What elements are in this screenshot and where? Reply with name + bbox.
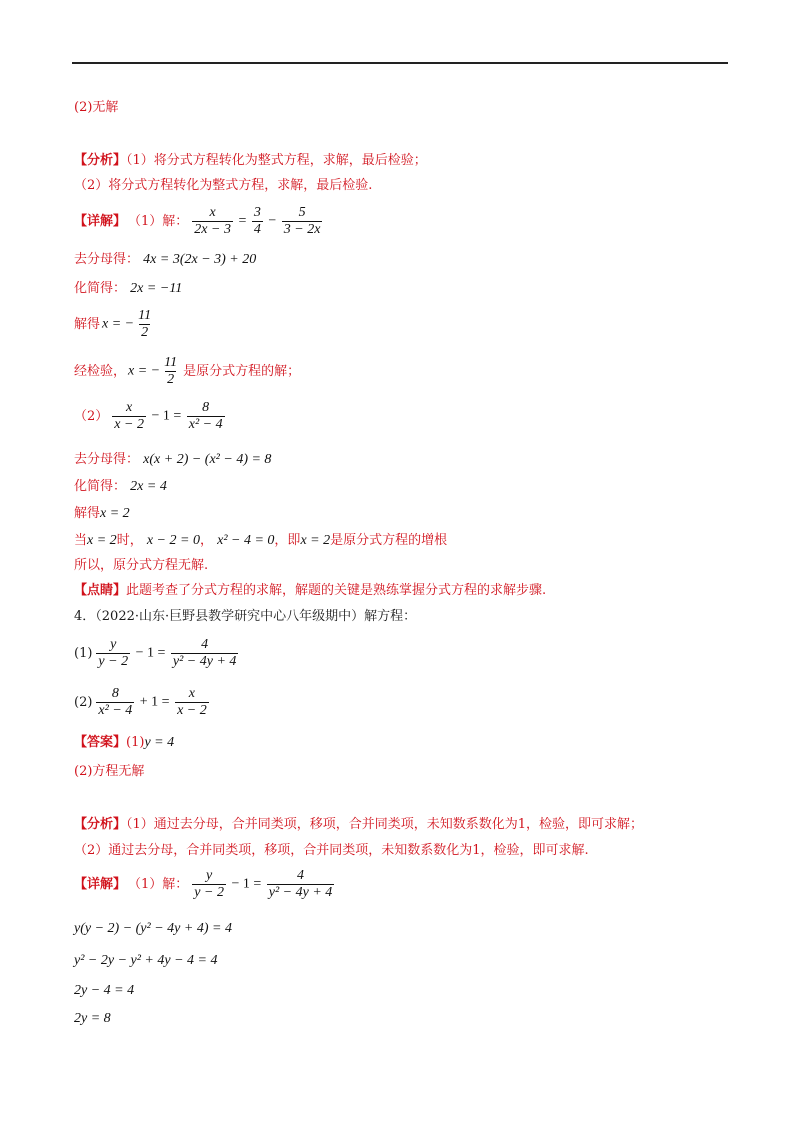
prev-answer-2: (2)无解 (74, 100, 119, 115)
q4-analysis-2: （2）通过去分母，合并同类项，移项，合并同类项，未知数系数化为1，检验，即可求解. (74, 843, 589, 858)
detail-tag: 【详解】 (74, 213, 127, 229)
prev-when: 当x = 2时， x − 2 = 0， x² − 4 = 0，即x = 2是原分式方程的增根 (74, 533, 448, 548)
q4-answer-2: (2)方程无解 (74, 764, 145, 779)
prev-step-2: 化简得： 2x = −11 (74, 281, 183, 296)
q4-answer-1: 【答案】(1)y = 4 (74, 735, 175, 750)
prev-detail-1 (74, 205, 324, 238)
q4-work-3: 2y − 4 = 4 (74, 983, 135, 998)
prev-analysis-2: （2）将分式方程转化为整式方程，求解，最后检验. (74, 178, 373, 193)
prev-p2-step-2: 化简得： 2x = 4 (74, 479, 167, 494)
q4-work-1: y(y − 2) − (y² − 4y + 4) = 4 (74, 921, 232, 936)
q4-title: 4．（2022·山东·巨野县教学研究中心八年级期中）解方程： (74, 609, 417, 624)
q4-detail: 【详解】 （1）解： $\frac{y}{y - 2}$ − 1 = $\frac{4}{\text{y² − 4y + 4}}$ (74, 868, 333, 900)
analysis-text: （1）将分式方程转化为整式方程，求解，最后检验； (126, 153, 427, 168)
prev-step-3: 解得 x = − $\frac{11}{2}$ (74, 308, 152, 340)
prev-comment: 【点睛】此题考查了分式方程的求解，解题的关键是熟练掌握分式方程的求解步骤. (74, 583, 547, 598)
prev-part-2: （2） $\frac{x}{x - 2}$ − 1 = $\frac{8}{\text{x² − 4}}$ (74, 400, 223, 432)
q4-part-2: (2) $\frac{8}{\text{x² − 4}}$ + 1 = $\frac{x}{x - 2}$ (74, 686, 207, 718)
prev-analysis-1 (74, 152, 427, 170)
prev-step-1: 去分母得： 4x = 3(2x − 3) + 20 (74, 252, 257, 267)
header-rule (72, 62, 728, 64)
q4-part-1: (1) $\frac{y}{y - 2}$ − 1 = $\frac{4}{\text{y² − 4y + 4}}$ (74, 637, 237, 669)
q4-analysis-1: 【分析】（1）通过去分母，合并同类项，移项，合并同类项，未知数系数化为1，检验，即可求解； (74, 817, 644, 832)
prev-p2-step-1: 去分母得： x(x + 2) − (x² − 4) = 8 (74, 452, 272, 467)
equation-1: $\frac{x}{2x - 3}$ = $\frac{3}{4}$ − $\frac{5}{3 - 2x}$ (194, 205, 321, 237)
prev-so: 所以，原分式方程无解. (74, 558, 209, 573)
analysis-tag: 【分析】 (74, 153, 127, 168)
detail-label: （1）解： (128, 213, 189, 229)
prev-p2-step-3: 解得x = 2 (74, 506, 130, 521)
prev-check: 经检验， x = − $\frac{11}{2}$ 是原分式方程的解； (74, 355, 301, 387)
q4-work-2: y² − 2y − y² + 4y − 4 = 4 (74, 953, 218, 968)
q4-work-4: 2y = 8 (74, 1011, 111, 1026)
